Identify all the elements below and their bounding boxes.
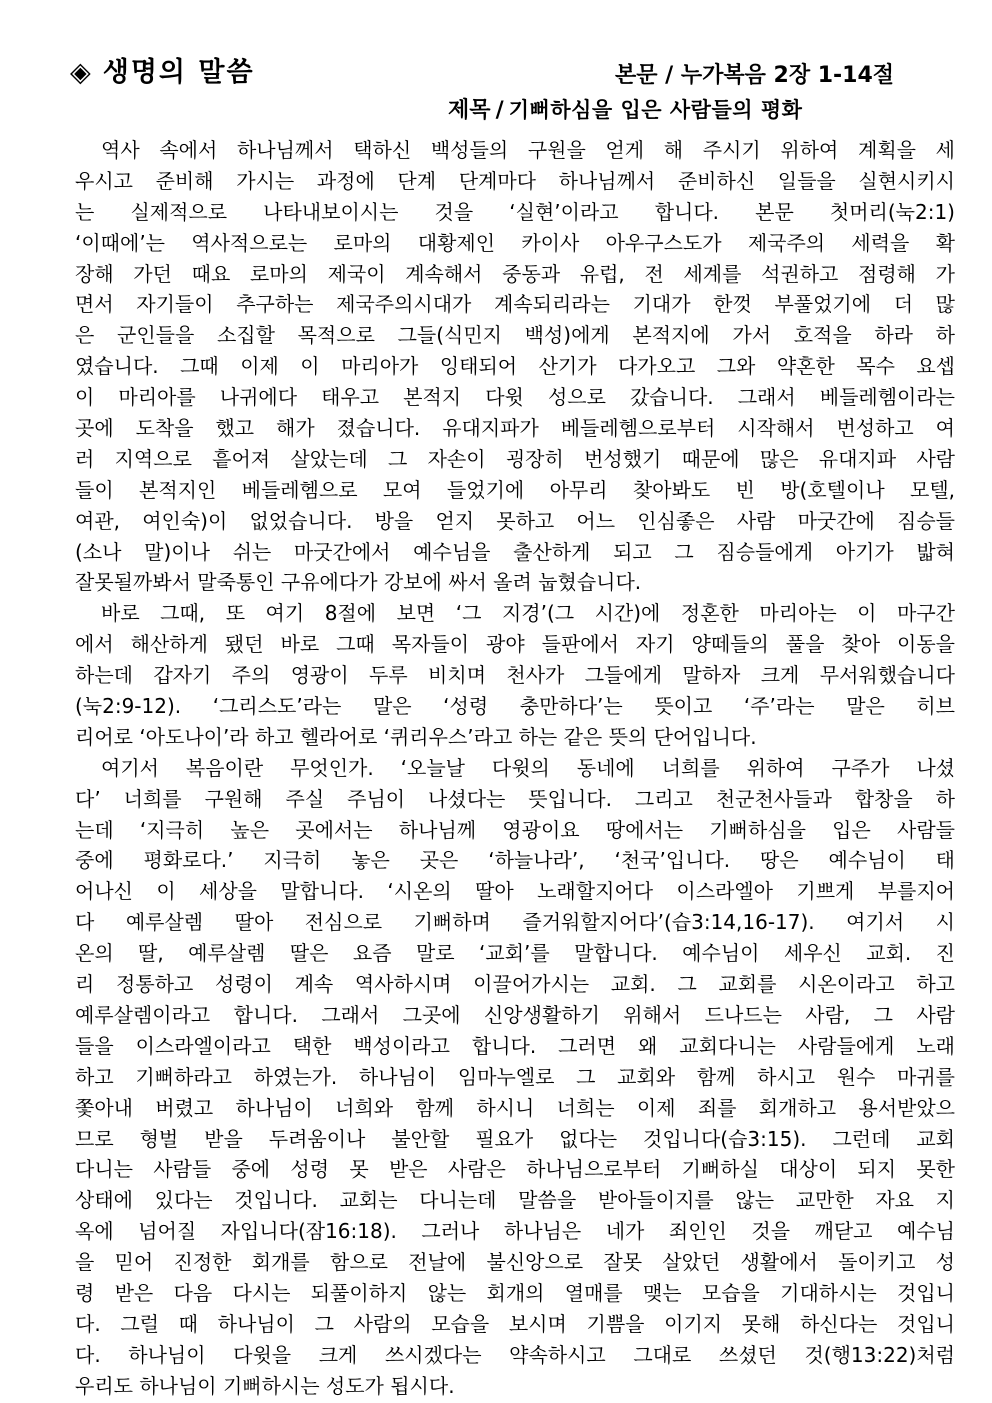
body-line: 예루살렘이라고 합니다. 그래서 그곳에 신앙생활하기 위해서 드나드는 사람, 그 사람	[75, 1002, 955, 1027]
body-line: 므로 형벌 받을 두려움이나 불안할 필요가 없다는 것입니다(습3:15). 그런데 교회	[75, 1126, 955, 1151]
body-line: 상태에 있다는 것입니다. 교회는 다니는데 말씀을 받아들이지를 않는 교만한 자요 지	[75, 1188, 955, 1213]
body-line: 우리도 하나님이 기뻐하시는 성도가 됩시다.	[75, 1373, 455, 1398]
body-line: 어나신 이 세상을 말합니다. ‘시온의 딸아 노래할지어다 이스라엘아 기쁘게 부를지어	[75, 879, 955, 904]
body-line: 은 군인들을 소집할 목적으로 그들(식민지 백성)에게 본적지에 가서 호적을 하라 하	[75, 323, 955, 348]
sermon-body	[75, 135, 955, 1402]
body-line: 하는데 갑자기 주의 영광이 두루 비치며 천사가 그들에게 말하자 크게 무서워했습니다	[75, 663, 955, 688]
body-line: 령 받은 다음 다시는 되풀이하지 않는 회개의 열매를 맺는 모습을 기대하시는 것입니	[75, 1280, 955, 1305]
body-line: 장해 가던 때요 로마의 제국이 계속해서 중동과 유럽, 전 세계를 석권하고 점령해 가	[75, 261, 955, 286]
body-line: 러 지역으로 흩어져 살았는데 그 자손이 굉장히 번성했기 때문에 많은 유대지파 사람	[75, 446, 955, 471]
body-line: (눅2:9-12). ‘그리스도’라는 말은 ‘성령 충만하다’는 뜻이고 ‘주’라는 말은 히브	[75, 694, 955, 719]
body-line: 에서 해산하게 됐던 바로 그때 목자들이 광야 들판에서 자기 양떼들의 풀을 찾아 이동을	[75, 632, 955, 657]
body-line: 을 믿어 진정한 회개를 함으로 전날에 불신앙으로 잘못 살았던 생활에서 돌이키고 성	[75, 1250, 955, 1275]
body-line: 다. 그럴 때 하나님이 그 사람의 모습을 보시며 기쁨을 이기지 못해 하신다는 것입니	[75, 1311, 955, 1336]
body-line: 는데 ‘지극히 높은 곳에서는 하나님께 영광이요 땅에서는 기뻐하심을 입은 사람들	[75, 817, 955, 842]
body-line: 는 실제적으로 나타내보이시는 것을 ‘실현’이라고 합니다. 본문 첫머리(눅2:1)	[75, 199, 955, 224]
scripture-reference: 본문 / 누가복음 2장 1-14절	[615, 63, 895, 88]
title-text: 생명의 말씀	[102, 57, 255, 88]
body-line: 옥에 넘어질 자입니다(잠16:18). 그러나 하나님은 네가 죄인인 것을 깨닫고 예수님	[75, 1219, 955, 1244]
body-line: 였습니다. 그때 이제 이 마리아가 잉태되어 산기가 다가오고 그와 약혼한 목수 요셉	[75, 354, 955, 379]
body-line: 면서 자기들이 추구하는 제국주의시대가 계속되리라는 기대가 한껏 부풀었기에 더 많	[75, 292, 955, 317]
body-line: 바로 그때, 또 여기 8절에 보면 ‘그 지경’(그 시간)에 정혼한 마리아는 이 마구간	[101, 601, 955, 626]
body-line: 다’ 너희를 구원해 주실 주님이 나셨다는 뜻입니다. 그리고 천군천사들과 합창을 하	[75, 786, 955, 811]
subject-text: 기뻐하심을 입은 사람들의 평화	[508, 98, 803, 122]
body-line: 온의 딸, 예루살렘 딸은 요즘 말로 ‘교회’를 말합니다. 예수님이 세우신 교회. 진	[75, 941, 955, 966]
body-line: 다니는 사람들 중에 성령 못 받은 사람은 하나님으로부터 기뻐하실 대상이 되지 못한	[75, 1157, 955, 1182]
body-line: 잘못될까봐서 말죽통인 구유에다가 강보에 싸서 올려 눕혔습니다.	[75, 570, 642, 595]
diamond-bullet-icon: ◈	[70, 57, 93, 88]
body-line: 다 예루살렘 딸아 전심으로 기뻐하며 즐거워할지어다’(습3:14,16-17). 여기서 시	[75, 910, 955, 935]
body-line: 우시고 준비해 가시는 과정에 단계 단계마다 하나님께서 준비하신 일들을 실현시키시	[75, 168, 955, 193]
body-line: ‘이때에’는 역사적으로는 로마의 대황제인 카이사 아우구스도가 제국주의 세력을 확	[75, 230, 955, 255]
page-title	[70, 50, 255, 89]
body-line: 쫓아내 버렸고 하나님이 너희와 함께 하시니 너희는 이제 죄를 회개하고 용서받았으	[75, 1095, 955, 1120]
body-line: 들을 이스라엘이라고 택한 백성이라고 합니다. 그러면 왜 교회다니는 사람들에게 노래	[75, 1033, 955, 1058]
body-line: 리 정통하고 성령이 계속 역사하시며 이끌어가시는 교회. 그 교회를 시온이라고 하고	[75, 972, 955, 997]
body-line: 리어로 ‘아도나이’라 하고 헬라어로 ‘퀴리우스’라고 하는 같은 뜻의 단어입니다.	[75, 724, 757, 749]
subject-separator: /	[495, 98, 504, 123]
body-line: 역사 속에서 하나님께서 택하신 백성들의 구원을 얻게 해 주시기 위하여 계획을 세	[101, 138, 955, 162]
body-line: 들이 본적지인 베들레헴으로 모여 들었기에 아무리 찾아봐도 빈 방(호텔이나 모텔,	[75, 477, 955, 502]
body-line: 여관, 여인숙)이 없었습니다. 방을 얻지 못하고 어느 인심좋은 사람 마굿간에 짐승들	[75, 508, 955, 533]
body-line: (소나 말)이나 쉬는 마굿간에서 예수님을 출산하게 되고 그 짐승들에게 아기가 밟혀	[75, 539, 955, 564]
sermon-subject	[448, 93, 802, 124]
body-line: 곳에 도착을 했고 해가 졌습니다. 유대지파가 베들레헴으로부터 시작해서 번성하고 여	[75, 416, 955, 441]
body-line: 여기서 복음이란 무엇인가. ‘오늘날 다윗의 동네에 너희를 위하여 구주가 나셨	[101, 755, 955, 780]
body-line: 다. 하나님이 다윗을 크게 쓰시겠다는 약속하시고 그대로 쓰셨던 것(행13:22)처럼	[75, 1342, 955, 1367]
body-line: 하고 기뻐하라고 하였는가. 하나님이 임마누엘로 그 교회와 함께 하시고 원수 마귀를	[75, 1064, 955, 1089]
body-line: 이 마리아를 나귀에다 태우고 본적지 다윗 성으로 갔습니다. 그래서 베들레헴이라는	[75, 385, 955, 410]
body-line: 중에 평화로다.’ 지극히 놓은 곳은 ‘하늘나라’, ‘천국’입니다. 땅은 예수님이 태	[75, 848, 955, 873]
subject-label: 제목	[448, 98, 491, 123]
